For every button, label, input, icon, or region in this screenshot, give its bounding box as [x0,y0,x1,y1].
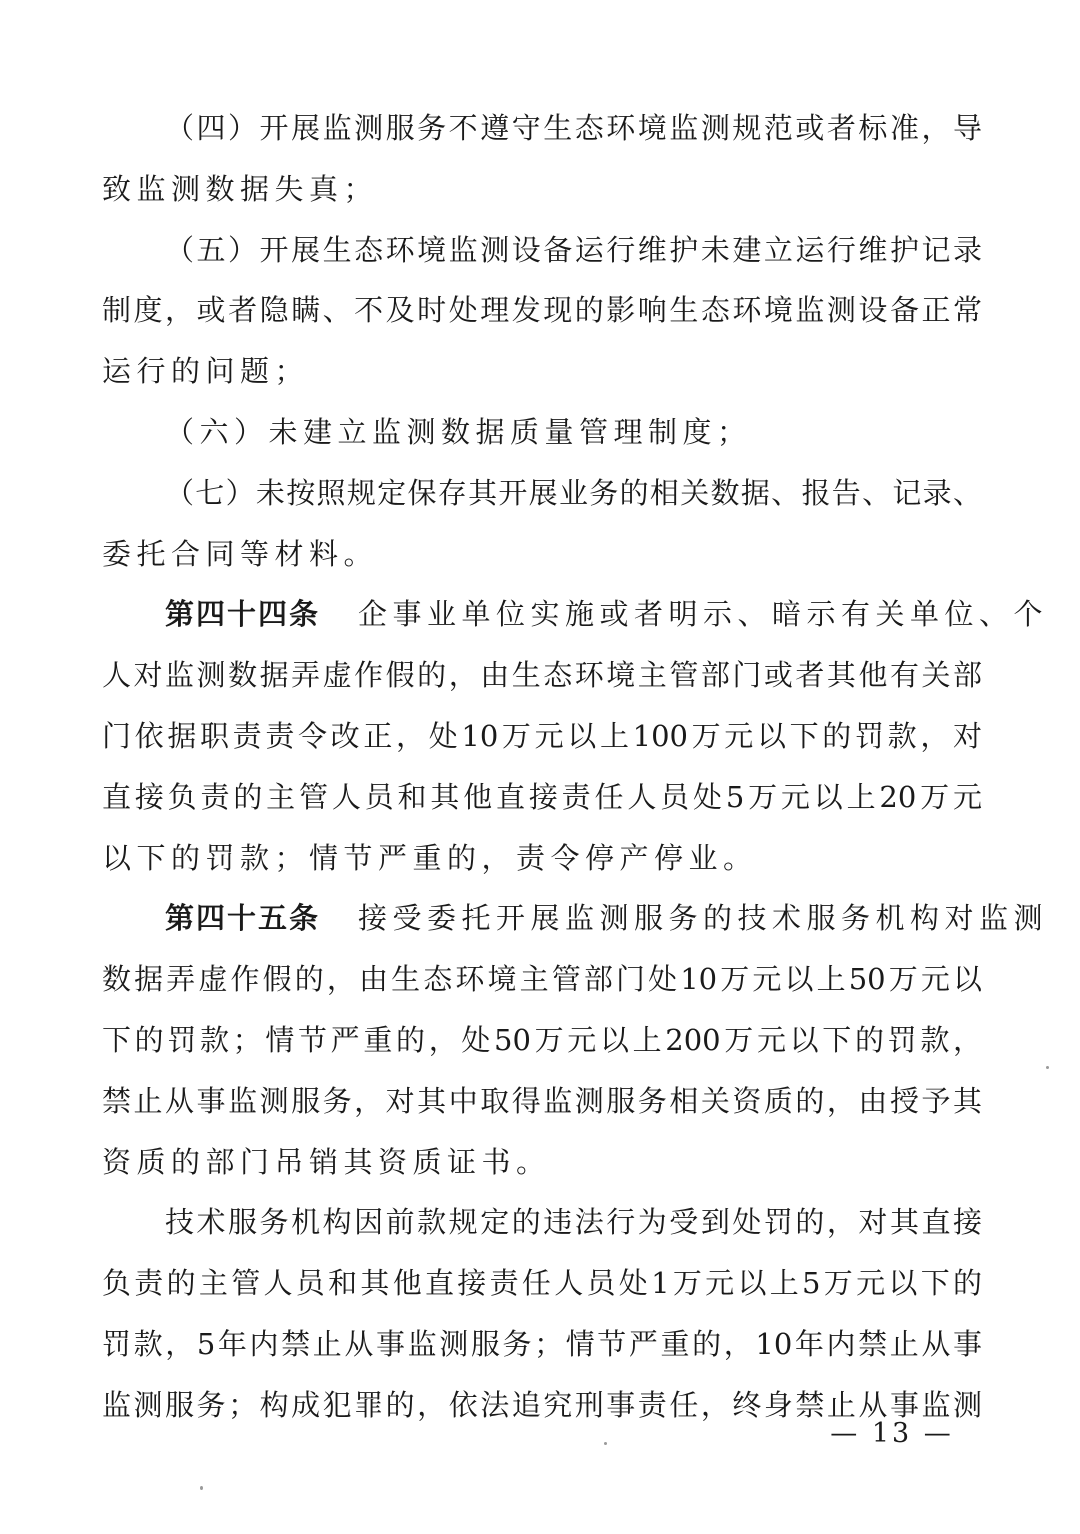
article-44-label: 第四十四条 [165,597,321,632]
text-line: 委托合同等材料。 [102,536,379,571]
text-line: 直接负责的主管人员和其他直接责任人员处5万元以上20万元 [102,779,982,814]
text-line: 罚款，5年内禁止从事监测服务；情节严重的，10年内禁止从事 [102,1326,982,1361]
text-line: 制度，或者隐瞒、不及时处理发现的影响生态环境监测设备正常 [102,293,982,328]
text-line: 运行的问题； [102,354,310,389]
text-line: 人对监测数据弄虚作假的，由生态环境主管部门或者其他有关部 [102,658,982,693]
text-line: （六）未建立监测数据质量管理制度； [165,414,752,449]
page-number: — 13 — [830,1418,954,1449]
scan-speck [1046,1066,1049,1069]
article-44-text: 企事业单位实施或者明示、暗示有关单位、个 [358,597,1049,632]
article-44-first-line [102,584,1049,645]
text-line: 禁止从事监测服务，对其中取得监测服务相关资质的，由授予其 [102,1083,982,1118]
text-line: 数据弄虚作假的，由生态环境主管部门处10万元以上50万元以 [102,962,982,997]
text-line: 技术服务机构因前款规定的违法行为受到处罚的，对其直接 [165,1205,982,1240]
text-line: 资质的部门吊销其资质证书。 [102,1144,551,1179]
text-line: （四）开展监测服务不遵守生态环境监测规范或者标准，导 [165,111,982,145]
text-line: 负责的主管人员和其他直接责任人员处1万元以上5万元以下的 [102,1266,982,1301]
text-line: （七）未按照规定保存其开展业务的相关数据、报告、记录、 [165,475,982,510]
text-line: 致监测数据失真； [102,171,379,206]
article-45-text: 接受委托开展监测服务的技术服务机构对监测 [358,901,1049,936]
article-45-first-line [102,888,1049,949]
scan-speck [200,1486,203,1490]
text-line: 门依据职责责令改正，处10万元以上100万元以下的罚款，对 [102,718,982,753]
text-line: 以下的罚款；情节严重的，责令停产停业。 [102,840,758,875]
text-line: 监测服务；构成犯罪的，依法追究刑事责任，终身禁止从事监测 [102,1387,982,1422]
text-line: （五）开展生态环境监测设备运行维护未建立运行维护记录 [165,232,982,267]
scan-speck [604,1442,607,1445]
text-line: 下的罚款；情节严重的，处50万元以上200万元以下的罚款， [102,1022,982,1057]
article-45-label: 第四十五条 [165,901,321,936]
body-text [102,98,1049,1436]
